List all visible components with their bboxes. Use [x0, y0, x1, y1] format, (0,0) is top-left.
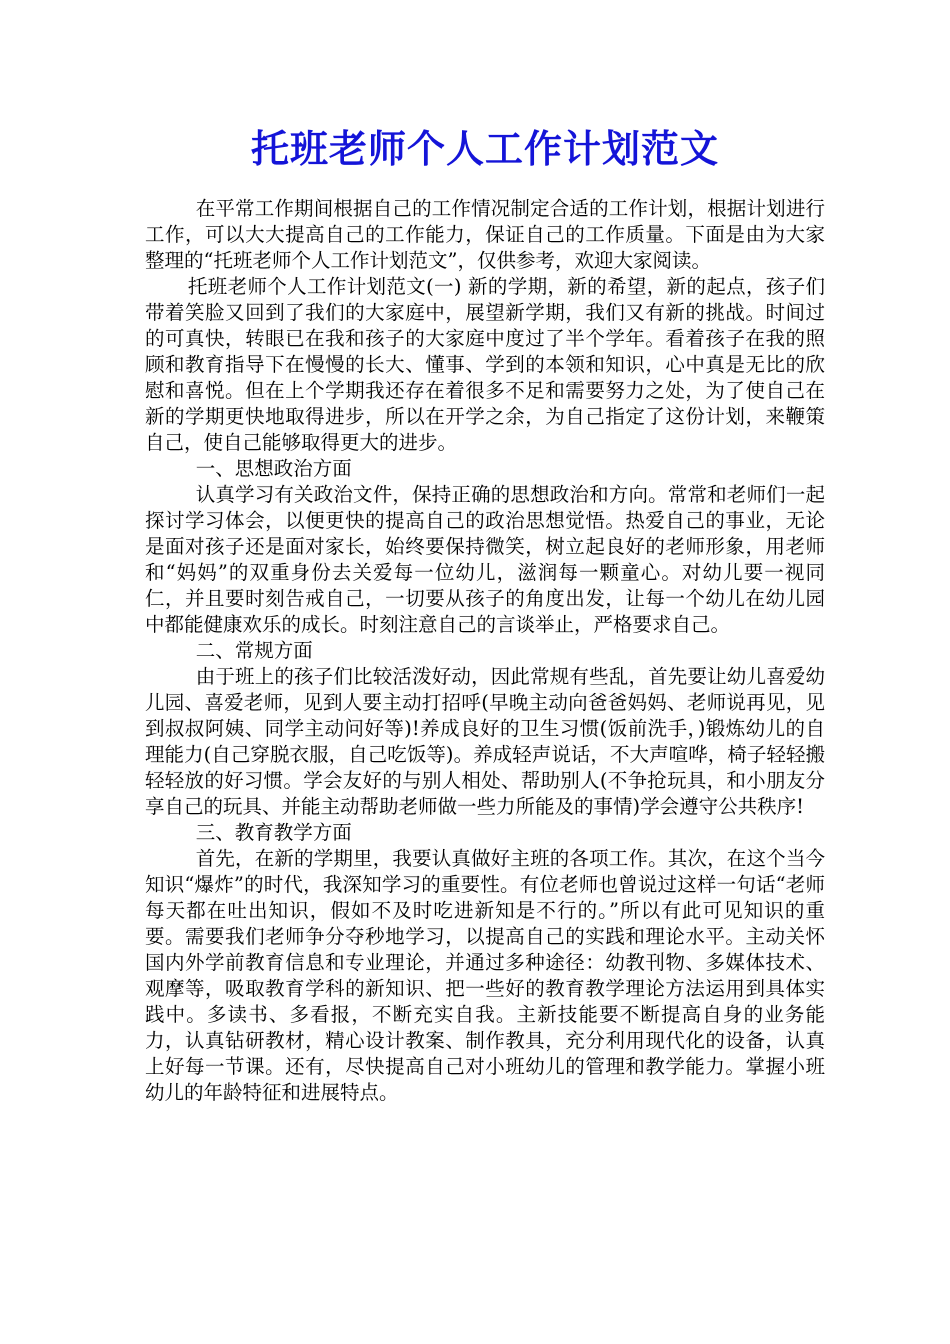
intro-paragraph: 在平常工作期间根据自己的工作情况制定合适的工作计划，根据计划进行工作，可以大大提高自己的工作能力，保证自己的工作质量。下面是由为大家整理的“托班老师个人工作计划范文”，仅供参考，欢迎大家阅读。	[145, 197, 825, 272]
section-heading-routine: 二、常规方面	[195, 639, 313, 662]
document-body	[145, 196, 825, 1106]
plan-one-paragraph: 托班老师个人工作计划范文(一) 新的学期，新的希望，新的起点，孩子们带着笑脸又回到了我们的大家庭中，展望新学期，我们又有新的挑战。时间过的可真快，转眼已在我和孩子的大家庭中度过了半个学年。看着孩子在我的照顾和教育指导下在慢慢的长大、懂事、学到的本领和知识，心中真是无比的欣慰和喜悦。但在上个学期我还存在着很多不足和需要努力之处，为了使自己在新的学期更快地取得进步，所以在开学之余，为自己指定了这份计划，来鞭策自己，使自己能够取得更大的进步。	[145, 275, 825, 454]
section-heading-teaching: 三、教育教学方面	[195, 821, 352, 844]
section-heading-politics: 一、思想政治方面	[195, 457, 352, 480]
section-text-routine: 由于班上的孩子们比较活泼好动，因此常规有些乱，首先要让幼儿喜爱幼儿园、喜爱老师，见到人要主动打招呼(早晚主动向爸爸妈妈、老师说再见，见到叔叔阿姨、同学主动问好等)!养成良好的卫生习惯(饭前洗手，)锻炼幼儿的自理能力(自己穿脱衣服，自己吃饭等)。养成轻声说话，不大声喧哗，椅子轻轻搬轻轻放的好习惯。学会友好的与别人相处、帮助别人(不争抢玩具，和小朋友分享自己的玩具、并能主动帮助老师做一些力所能及的事情)学会遵守公共秩序!	[145, 665, 825, 818]
section-text-teaching: 首先，在新的学期里，我要认真做好主班的各项工作。其次，在这个当今知识“爆炸”的时代，我深知学习的重要性。有位老师也曾说过这样一句话“老师每天都在吐出知识，假如不及时吃进新知是不行的。”所以有此可见知识的重要。需要我们老师争分夺秒地学习，以提高自己的实践和理论水平。主动关怀国内外学前教育信息和专业理论，并通过多种途径：幼教刊物、多媒体技术、观摩等，吸取教育学科的新知识、把一些好的教育教学理论方法运用到具体实践中。多读书、多看报，不断充实自我。主新技能要不断提高自身的业务能力，认真钻研教材，精心设计教案、制作教具，充分利用现代化的设备，认真上好每一节课。还有，尽快提高自己对小班幼儿的管理和教学能力。掌握小班幼儿的年龄特征和进展特点。	[145, 847, 825, 1104]
document-page	[145, 118, 825, 1106]
section-text-politics: 认真学习有关政治文件，保持正确的思想政治和方向。常常和老师们一起探讨学习体会，以便更快的提高自己的政治思想觉悟。热爱自己的事业，无论是面对孩子还是面对家长，始终要保持微笑，树立起良好的老师形象，用老师和“妈妈”的双重身份去关爱每一位幼儿，滋润每一颗童心。对幼儿要一视同仁，并且要时刻告戒自己，一切要从孩子的角度出发，让每一个幼儿在幼儿园中都能健康欢乐的成长。时刻注意自己的言谈举止，严格要求自己。	[145, 483, 825, 636]
document-title: 托班老师个人工作计划范文	[250, 126, 719, 171]
